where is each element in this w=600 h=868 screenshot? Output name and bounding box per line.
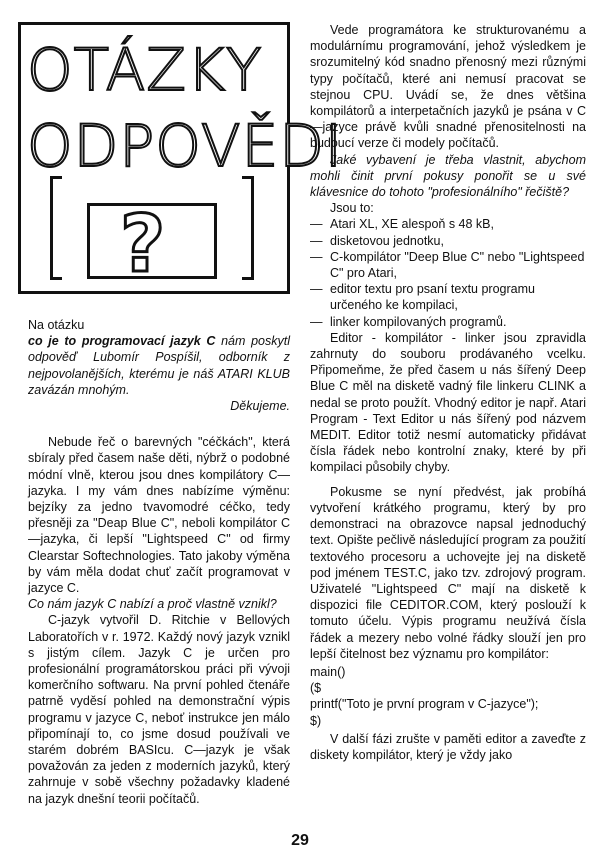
- logo-word-odpovedi: ODPOVĚDI: [27, 112, 344, 180]
- intro-lead: Na otázku: [28, 318, 85, 332]
- code-line: printf("Toto je první program v C-jazyce");: [310, 697, 539, 712]
- page-number: 29: [291, 832, 309, 849]
- code-line: main(): [310, 664, 346, 679]
- emblem-left-bracket: [50, 176, 62, 280]
- list-item: — linker kompilovaných programů.: [310, 314, 586, 330]
- intro-question: co je to programovací jazyk C: [28, 334, 216, 349]
- right-paragraph-1: Vede programátora ke strukturovanému a modulárnímu programování, jehož výsledkem je srozumitelný kód snadno přenosný mezi různými typy počítačů, které ani nemusí pracovat se stejnou CPU. Uvádí se, že dnes většina kompilátorů a interpetačních jazyků je psána v C—jazyce právě kvůli snadné přenositelnosti na budoucí verze či modely počítačů.: [310, 23, 586, 151]
- right-question: Jaké vybavení je třeba vlastnit, abychom mohli činit první pokusy ponořit se u své klávesnice do tohoto "profesionálního" řečiště?: [310, 152, 586, 200]
- thanks-line: Děkujeme.: [230, 399, 290, 414]
- intro-text: [28, 317, 290, 398]
- intro-body: nám poskytl odpověď Lubomír Pospíšil, odborník z nejpovolanějších, kterému je náš ATARI KLUB zavázán mnohým.: [28, 334, 290, 397]
- question-mark-glyph: ?: [120, 200, 166, 290]
- list-item: — disketovou jednotku,: [310, 233, 586, 249]
- question-mark-emblem: [87, 200, 217, 290]
- equipment-list: [310, 216, 586, 329]
- code-line: ($: [310, 681, 322, 696]
- otazky-odpovedi-logo: [18, 22, 344, 294]
- code-line: $): [310, 713, 322, 728]
- answer-intro: Jsou to:: [330, 201, 374, 216]
- left-question-2: Co nám jazyk C nabízí a proč vlastně vznikl?: [28, 597, 277, 612]
- right-column: [310, 22, 586, 763]
- left-column: [28, 317, 290, 807]
- right-paragraph-2: Editor - kompilátor - linker jsou zpravidla zahrnuty do souboru prodávaného vcelku. Připomeňme, že před časem u nás šířený Deep Blue C měl na disketě vadný file linkeru CLINK a nedal se proto použít. Vhodný editor je např. Atari Program - Text Editor u nás šířený pod názvem MEDIT. Editor totiž nesmí automaticky přidávat čísla řádek nebo kontrolní znaky, které by při kompilaci působily chyby.: [310, 330, 586, 475]
- right-paragraph-3: Pokusme se nyní předvést, jak probíhá vytvoření krátkého programu, který by pro demonstraci na obrazovce napsal jednoduchý text. Opište pečlivě následující program za použití textového procesoru a uchovejte jej na disketě pod jménem TEST.C, jako tzv. zdrojový program. Uživatelé "Lightspeed C" mají na disketě k dispozici file CEDITOR.COM, který poslouží k tomuto účelu. Výpis programu neužívá čísla řádek a mezery nebo volné řádky slouží jen pro lepší čitelnost bez významu pro kompilátor:: [310, 484, 586, 661]
- logo-word-otazky: OTÁZKY: [27, 36, 263, 104]
- left-paragraph-1: Nebude řeč o barevných "céčkách", která sbíraly před časem naše děti, nýbrž o podobné módní vlně, kterou jsou dnes kompilátory C—jazyka. I my vám dnes nabízíme výměnu: bejzíky za jedno tvavomodré céčko, tedy přesněji za "Deap Blue C", neboli kompilátor C—jazyka, či lepší "Lightspeed C" od firmy Clearstar Softechnologies. Tato jakoby výměna by vám měla dodat chuť začít programovat v jazyce C.: [28, 435, 290, 596]
- list-item: — editor textu pro psaní textu programu určeného ke kompilaci,: [310, 281, 586, 313]
- list-item: — Atari XL, XE alespoň s 48 kB,: [310, 216, 586, 232]
- code-listing: [310, 664, 586, 729]
- left-paragraph-2: C-jazyk vytvořil D. Ritchie v Bellových Laboratořích v r. 1972. Každý nový jazyk vznikl s jistým cílem. Jazyk C je určen pro profesionální programátorskou práci při vývoji komerčního softwaru. Na první pohled čtenáře patrně vyděsí pohled na demonstrační výpis programu v jazyce C, neboť instrukce jen málo připomínají to, co jsme dosud používali ve starém dobrém BASIcu. C—jazyk je však považován za jeden z moderních jazyků, který zahrnuje v sobě všechny požadavky kladené na jazyk dnešní teorii počítačů.: [28, 613, 290, 806]
- right-paragraph-4: V další fázi zrušte v paměti editor a zaveďte z diskety kompilátor, který je vždy jako: [310, 731, 586, 762]
- list-item: — C-kompilátor "Deep Blue C" nebo "Lightspeed C" pro Atari,: [310, 249, 586, 281]
- emblem-right-bracket: [242, 176, 254, 280]
